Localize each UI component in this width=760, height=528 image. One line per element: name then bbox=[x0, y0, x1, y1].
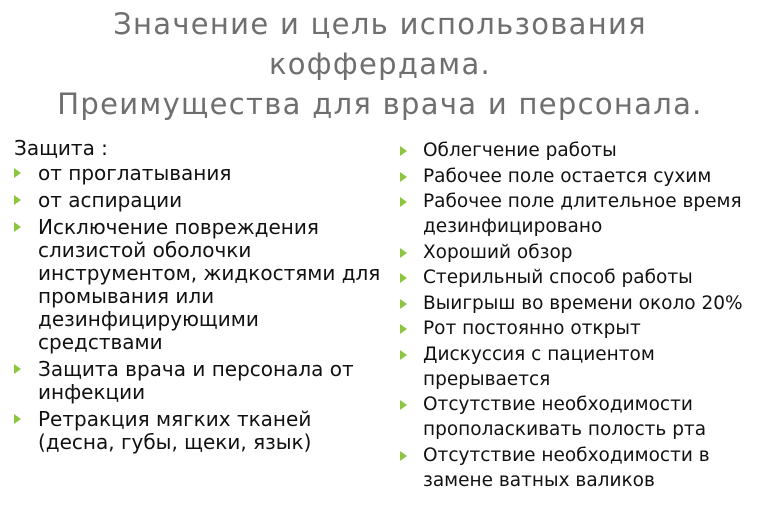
list-item bbox=[399, 316, 754, 341]
list-item bbox=[399, 392, 754, 442]
triangle-bullet-icon bbox=[400, 172, 407, 182]
title-line-3: Преимущества для врача и персонала. bbox=[57, 87, 703, 121]
list-item bbox=[399, 189, 754, 239]
list-item bbox=[399, 240, 754, 265]
triangle-bullet-icon bbox=[400, 248, 407, 258]
triangle-bullet-icon bbox=[400, 197, 407, 207]
list-item-text: Дискуссия с пациентом прерывается bbox=[423, 343, 655, 390]
triangle-bullet-icon bbox=[14, 364, 21, 374]
list-item-text: Ретракция мягких тканей (десна, губы, щеки, язык) bbox=[38, 407, 312, 454]
list-item-text: Стерильный способ работы bbox=[423, 267, 693, 288]
triangle-bullet-icon bbox=[400, 451, 407, 461]
list-item bbox=[14, 162, 384, 185]
triangle-bullet-icon bbox=[400, 299, 407, 309]
list-item-text: Рабочее поле длительное время дезинфицировано bbox=[423, 191, 742, 237]
list-item-text: Отсутствие необходимости прополаскивать полость рта bbox=[423, 394, 707, 440]
list-item bbox=[399, 443, 754, 493]
protection-heading: Защита : bbox=[14, 136, 108, 160]
right-column bbox=[399, 138, 754, 493]
advantages-list bbox=[399, 138, 754, 493]
list-item-text: от аспирации bbox=[38, 188, 183, 212]
protection-list bbox=[14, 162, 384, 454]
list-item-text: Рот постоянно открыт bbox=[423, 318, 641, 339]
list-item bbox=[399, 138, 754, 163]
list-item bbox=[399, 342, 754, 392]
triangle-bullet-icon bbox=[14, 195, 21, 205]
list-item-text: Отсутствие необходимости в замене ватных валиков bbox=[423, 444, 710, 491]
list-item-text: Хороший обзор bbox=[423, 241, 573, 263]
triangle-bullet-icon bbox=[14, 414, 21, 424]
triangle-bullet-icon bbox=[14, 222, 21, 232]
triangle-bullet-icon bbox=[400, 146, 407, 156]
list-item bbox=[399, 164, 754, 189]
list-item bbox=[14, 189, 384, 212]
triangle-bullet-icon bbox=[400, 350, 407, 360]
list-item bbox=[399, 291, 754, 316]
title-line-1: Значение и цель использования bbox=[113, 7, 647, 41]
list-item bbox=[399, 265, 754, 290]
list-item bbox=[14, 358, 384, 404]
list-item-text: от проглатывания bbox=[38, 161, 232, 185]
triangle-bullet-icon bbox=[400, 324, 407, 334]
triangle-bullet-icon bbox=[400, 273, 407, 283]
list-item-text: Исключение повреждения слизистой оболочки инструментом, жидкостями для промывания или дезинфицирующими средствами bbox=[38, 215, 381, 354]
list-item-text: Защита врача и персонала от инфекции bbox=[38, 357, 354, 404]
list-item-text: Облегчение работы bbox=[423, 140, 617, 161]
slide-title bbox=[0, 4, 760, 124]
left-column bbox=[14, 136, 384, 458]
triangle-bullet-icon bbox=[400, 400, 407, 410]
list-item-text: Выигрыш во времени около 20% bbox=[423, 292, 743, 314]
list-item bbox=[14, 216, 384, 354]
triangle-bullet-icon bbox=[14, 168, 21, 178]
list-item bbox=[14, 408, 384, 454]
list-item-text: Рабочее поле остается сухим bbox=[423, 165, 712, 187]
title-line-2: коффердама. bbox=[268, 47, 492, 81]
